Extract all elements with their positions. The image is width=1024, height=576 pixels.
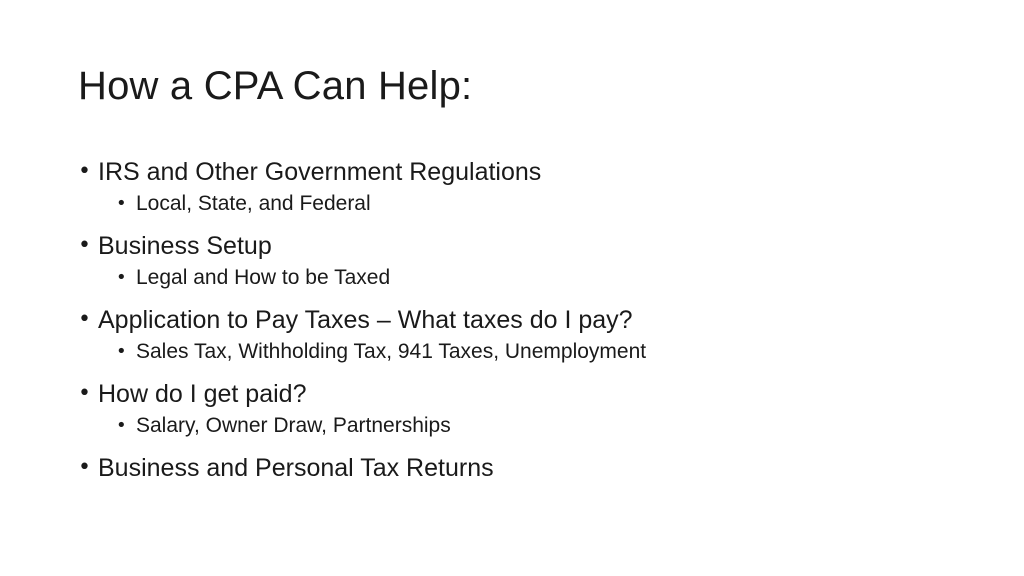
bullet-marker-icon: • (78, 233, 91, 258)
sub-bullet-marker-icon: • (116, 341, 127, 362)
sub-bullet-text: Legal and How to be Taxed (136, 266, 391, 289)
bullet-text: IRS and Other Government Regulations (98, 158, 542, 186)
bullet-text: How do I get paid? (98, 380, 307, 408)
bullet-marker-icon: • (78, 455, 91, 480)
bullet-marker-icon: • (78, 307, 91, 332)
sub-bullet-marker-icon: • (116, 415, 127, 436)
bullet-text: Business Setup (98, 232, 272, 260)
sub-bullet-item-legal-taxed (78, 264, 978, 292)
sub-bullet-item-tax-types (78, 338, 978, 366)
bullet-item-irs-regulations (78, 156, 978, 188)
bullet-item-application-to-pay-taxes (78, 304, 978, 336)
bullet-item-how-get-paid (78, 378, 978, 410)
sub-bullet-text: Salary, Owner Draw, Partnerships (136, 414, 451, 437)
sub-bullet-text: Sales Tax, Withholding Tax, 941 Taxes, Unemployment (136, 340, 647, 363)
slide-title: How a CPA Can Help: (78, 64, 473, 108)
bullet-text: Application to Pay Taxes – What taxes do I pay? (98, 306, 633, 334)
sub-bullet-text: Local, State, and Federal (136, 192, 371, 215)
sub-bullet-marker-icon: • (116, 267, 127, 288)
sub-bullet-item-local-state-federal (78, 190, 978, 218)
sub-bullet-marker-icon: • (116, 193, 127, 214)
bullet-marker-icon: • (78, 381, 91, 406)
bullet-list (78, 156, 978, 484)
bullet-item-business-setup (78, 230, 978, 262)
sub-bullet-item-pay-methods (78, 412, 978, 440)
bullet-marker-icon: • (78, 159, 91, 184)
bullet-text: Business and Personal Tax Returns (98, 454, 494, 482)
bullet-item-tax-returns (78, 452, 978, 484)
